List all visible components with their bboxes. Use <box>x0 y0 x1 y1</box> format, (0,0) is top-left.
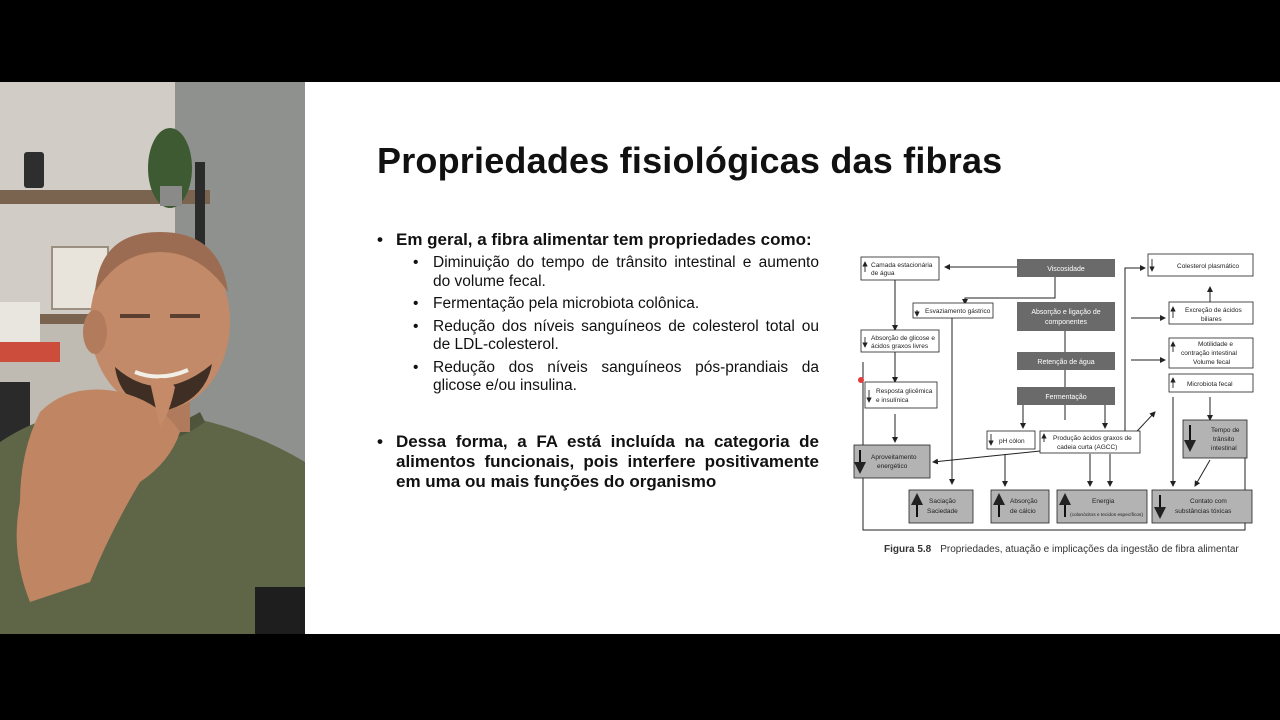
box-absorcao-calcio-l1: Absorção <box>1010 498 1038 505</box>
box-tempo-l3: intestinal <box>1211 445 1237 452</box>
box-excrecao-l2: biliares <box>1201 316 1222 323</box>
box-excrecao-l1: Excreção de ácidos <box>1185 307 1242 314</box>
subitem <box>413 359 819 396</box>
box-esvaziamento: Esvaziamento gástrico <box>925 308 991 315</box>
box-absorcao-ligacao-l1: Absorção e ligação de <box>1031 309 1101 316</box>
figure-caption <box>884 544 1239 555</box>
box-energia-l2: (colonócitos e tecidos específicos) <box>1070 513 1144 518</box>
box-aproveitamento-l1: Aproveitamento <box>871 454 917 461</box>
bullet-dot: • <box>413 317 419 335</box>
box-fermentacao: Fermentação <box>1045 394 1087 401</box>
letterbox-top <box>0 0 1280 82</box>
box-camada-l2: de água <box>871 270 895 277</box>
box-absorcao-calcio-l2: de cálcio <box>1010 508 1036 515</box>
bullet-dot: • <box>413 254 419 271</box>
subitem <box>413 295 819 314</box>
box-absorcao-glicose-l2: ácidos graxos livres <box>871 343 929 350</box>
subitem-text: Redução dos níveis sanguíneos de colesterol total ou de LDL-colesterol. <box>433 317 819 353</box>
box-saciacao-l1: Saciação <box>929 498 956 505</box>
box-energia-l1: Energia <box>1092 498 1115 505</box>
bullet-1-subitems <box>413 254 819 396</box>
box-contato-l1: Contato com <box>1190 498 1227 505</box>
box-camada-l1: Camada estacionária <box>871 262 933 269</box>
box-saciacao-l2: Saciedade <box>927 508 958 515</box>
box-tempo-l1: Tempo de <box>1211 427 1240 434</box>
subitem-text: Fermentação pela microbiota colônica. <box>433 295 700 312</box>
subitem <box>413 318 819 355</box>
box-absorcao-ligacao-l2: componentes <box>1044 319 1088 326</box>
letterbox-bottom <box>0 634 1280 720</box>
slide-body <box>377 230 819 492</box>
box-viscosidade: Viscosidade <box>1047 266 1085 273</box>
bullet-1-text: Em geral, a fibra alimentar tem propriedades como: <box>396 230 812 249</box>
slide-title: Propriedades fisiológicas das fibras <box>377 140 1003 181</box>
bullet-dot: • <box>377 431 383 451</box>
bullet-1 <box>377 230 819 250</box>
box-motilidade-l1: Motilidade e <box>1198 341 1234 348</box>
box-motilidade-l3: Volume fecal <box>1193 359 1231 366</box>
box-contato-l2: substâncias tóxicas <box>1175 508 1232 515</box>
subitem-text: Diminuição do tempo de trânsito intestinal e aumento do volume fecal. <box>433 254 819 290</box>
box-producao-l2: cadeia curta (AGCC) <box>1057 444 1118 451</box>
presentation-slide <box>305 82 1280 634</box>
bullet-2 <box>377 432 819 492</box>
box-tempo-l2: trânsito <box>1213 436 1235 443</box>
bullet-dot: • <box>413 295 419 312</box>
box-colesterol: Colesterol plasmático <box>1177 263 1240 270</box>
figure-caption-label: Figura 5.8 <box>884 544 932 555</box>
subitem-text: Redução dos níveis sanguíneos pós-prandiais da glicose e/ou insulina. <box>433 358 819 394</box>
webcam-video <box>0 82 305 634</box>
box-retencao: Retenção de água <box>1037 359 1095 366</box>
box-motilidade-l2: contração intestinal <box>1181 350 1238 357</box>
figure-caption-text: Propriedades, atuação e implicações da ingestão de fibra alimentar <box>940 544 1239 555</box>
bullet-dot: • <box>377 230 383 249</box>
box-microbiota: Microbiota fecal <box>1187 381 1233 388</box>
presenter-image <box>0 82 305 634</box>
fiber-properties-diagram <box>853 252 1258 562</box>
box-resposta-l2: e insulínica <box>876 397 909 404</box>
box-absorcao-glicose-l1: Absorção de glicose e <box>871 335 935 342</box>
bullet-2-text: Dessa forma, a FA está incluída na categoria de alimentos funcionais, pois interfere positivamente em uma ou mais funções do organismo <box>396 431 819 491</box>
box-resposta-l1: Resposta glicêmica <box>876 388 933 395</box>
subitem <box>413 254 819 291</box>
box-producao-l1: Produção ácidos graxos de <box>1053 435 1132 442</box>
box-aproveitamento-l2: energético <box>877 463 908 470</box>
box-ph: pH cólon <box>999 438 1025 445</box>
bullet-dot: • <box>413 358 419 376</box>
